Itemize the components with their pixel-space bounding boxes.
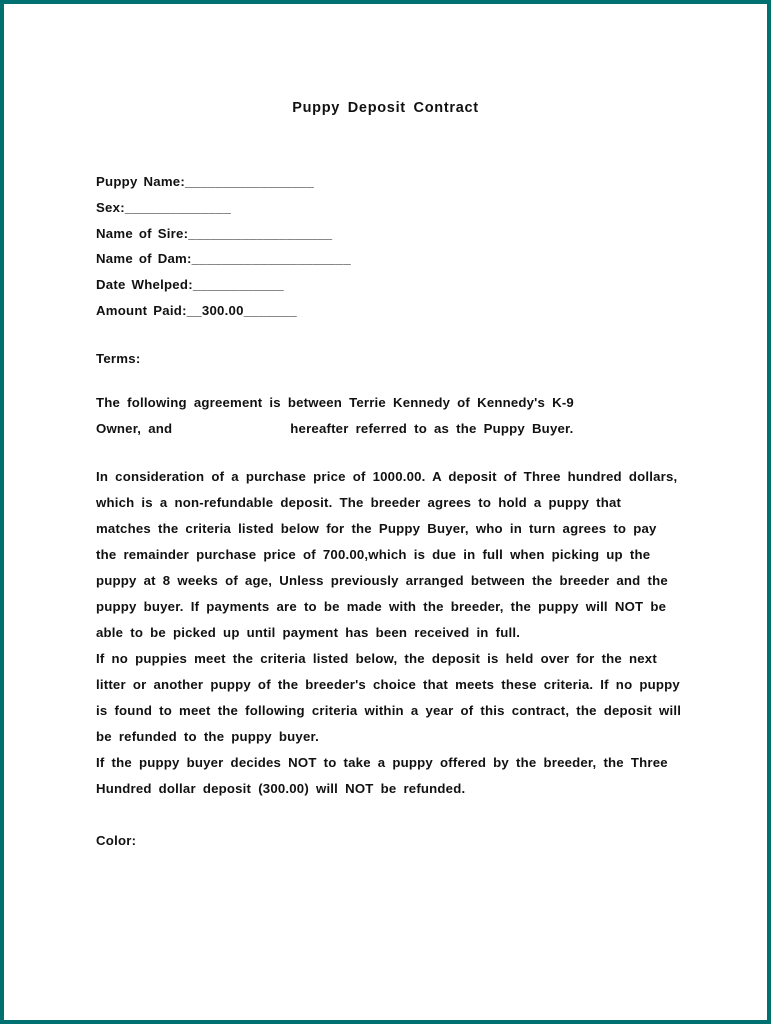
color-label: Color: [96, 832, 137, 848]
spacer-before-color [96, 802, 682, 828]
field-date-whelped: Date Whelped:____________ [96, 277, 284, 293]
document-body [96, 169, 689, 853]
agreement-line-2-after-blank: hereafter referred to as the Puppy Buyer. [290, 420, 574, 436]
field-amount-paid: Amount Paid:__300.00_______ [96, 302, 297, 318]
field-name-of-dam: Name of Dam:_____________________ [96, 251, 351, 267]
agreement-line-1: The following agreement is between Terrie Kennedy of Kennedy's K-9 [96, 394, 574, 410]
page-title: Puppy Deposit Contract [292, 100, 479, 116]
field-puppy-name: Puppy Name:_________________ [96, 174, 314, 189]
spacer-before-terms [96, 324, 682, 346]
spacer-before-paragraph-1 [96, 442, 682, 464]
field-name-of-sire: Name of Sire:___________________ [96, 225, 333, 241]
paragraph-terms-payment: In consideration of a purchase price of 1000.00. A deposit of Three hundred dollars, which is a non-refundable deposit. The breeder agrees to hold a puppy that matches the criteria listed below for the Puppy Buyer, who in turn agrees to pay the remainder purchase price of 700.00,which is due in full when picking up the puppy at 8 weeks of age, Unless previously arranged between the breeder and the puppy buyer. If payments are to be made with the breeder, the puppy will NOT be able to be picked up until payment has been received in full. [96, 468, 685, 640]
field-sex: Sex:______________ [96, 199, 232, 215]
terms-heading: Terms: [96, 350, 141, 366]
spacer-after-terms [96, 372, 682, 390]
paragraph-criteria-holdover: If no puppies meet the criteria listed below, the deposit is held over for the next litter or another puppy of the breeder's choice that meets these criteria. If no puppy is found to meet the following criteria within a year of this contract, the deposit will be refunded to the puppy buyer. [96, 650, 689, 744]
paragraph-nonrefundable: If the puppy buyer decides NOT to take a puppy offered by the breeder, the Three Hundred dollar deposit (300.00) will NOT be refunded. [96, 754, 675, 796]
document-sheet [4, 4, 767, 1020]
agreement-line-2-before-blank: Owner, and [96, 420, 173, 436]
agreement-line-2 [96, 416, 682, 442]
